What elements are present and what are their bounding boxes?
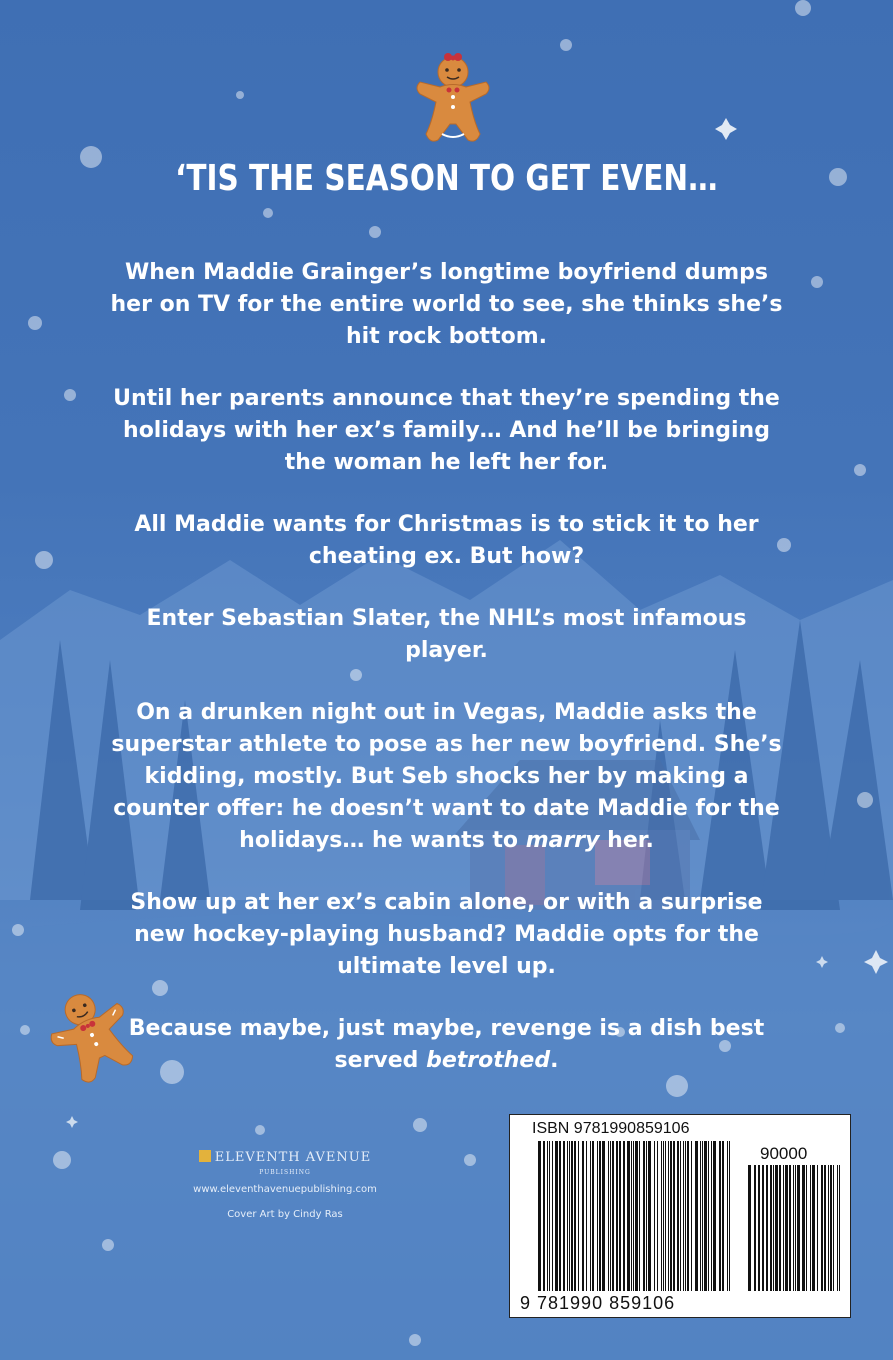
barcode-bar (719, 1141, 721, 1291)
gingerbread-girl-icon (412, 52, 494, 147)
barcode-bar (812, 1165, 815, 1291)
barcode-bar (789, 1165, 791, 1291)
barcode-bar (713, 1141, 716, 1291)
barcode-bar (828, 1165, 829, 1291)
barcode-bar (627, 1141, 630, 1291)
barcode-bar (687, 1141, 689, 1291)
blurb-p7-text: Because maybe, just maybe, revenge is a dish best served (128, 1016, 765, 1073)
barcode-bar (543, 1141, 545, 1291)
barcode-bar (708, 1141, 709, 1291)
blurb-paragraph-7 (110, 1013, 783, 1077)
isbn-label: ISBN 9781990859106 (532, 1120, 690, 1137)
barcode-bar (599, 1141, 601, 1291)
barcode-bar (806, 1165, 807, 1291)
barcode-bar (563, 1141, 565, 1291)
barcode-bar (683, 1141, 684, 1291)
blurb-p7-emphasis: betrothed (426, 1048, 551, 1073)
barcode-bar (670, 1141, 672, 1291)
barcode-bar (663, 1141, 664, 1291)
barcode-bar (673, 1141, 675, 1291)
barcode-bar (783, 1165, 784, 1291)
barcode-bar (547, 1141, 548, 1291)
blurb-paragraph-1: When Maddie Grainger’s longtime boyfriend dumps her on TV for the entire world to see, she thinks she’s hit rock bottom. (110, 260, 783, 349)
barcode-bar (623, 1141, 625, 1291)
barcode-bar (727, 1141, 728, 1291)
blurb-paragraph-4: Enter Sebastian Slater, the NHL’s most infamous player. (146, 606, 747, 663)
barcode-bar (574, 1141, 576, 1291)
barcode-bar (677, 1141, 679, 1291)
barcode-bar (779, 1165, 781, 1291)
barcode-bar (631, 1141, 632, 1291)
barcode-bar (538, 1141, 541, 1291)
headline: ‘TIS THE SEASON TO GET EVEN… (175, 158, 718, 199)
barcode-bar (773, 1165, 774, 1291)
barcode-bar (722, 1141, 724, 1291)
barcode-bar (578, 1141, 579, 1291)
barcode-bar (616, 1141, 618, 1291)
barcode-bar (795, 1165, 796, 1291)
barcode-bar (833, 1165, 834, 1291)
barcode-bar (711, 1141, 712, 1291)
barcode-bar (549, 1141, 550, 1291)
barcode-bar (700, 1141, 701, 1291)
barcode-bar (775, 1165, 778, 1291)
barcode-bar (646, 1141, 647, 1291)
barcode-bar (602, 1141, 605, 1291)
barcode-bar (552, 1141, 553, 1291)
blurb-paragraph-3: All Maddie wants for Christmas is to stick it to her cheating ex. But how? (134, 512, 759, 569)
barcode-bar (797, 1165, 800, 1291)
barcode-bar (559, 1141, 561, 1291)
blurb-paragraph-2: Until her parents announce that they’re spending the holidays with her ex’s family… And he’ll be bringing the woman he left her for. (113, 386, 780, 475)
barcode-bar (643, 1141, 645, 1291)
blurb (110, 257, 783, 1107)
barcode-bar (665, 1141, 666, 1291)
barcode-bar (635, 1141, 638, 1291)
publisher-block (175, 1150, 395, 1220)
barcode-bar (586, 1141, 587, 1291)
barcode-bar (612, 1141, 614, 1291)
barcode-bar (648, 1141, 651, 1291)
barcode-bar (657, 1141, 658, 1291)
barcode-bar (810, 1165, 811, 1291)
barcode-bar (758, 1165, 760, 1291)
blurb-p5-text: On a drunken night out in Vegas, Maddie asks the superstar athlete to pose as her new boyfriend. She’s kidding, mostly. But Seb shocks her by making a counter offer: he doesn’t want to date Maddie for the holidays… he wants to (111, 700, 782, 853)
barcode-bar (569, 1141, 570, 1291)
barcode-bar (762, 1165, 764, 1291)
blurb-paragraph-5 (110, 697, 783, 857)
price-code: 90000 (760, 1144, 808, 1163)
publisher-logo-icon (199, 1150, 211, 1162)
barcode-bar (680, 1141, 681, 1291)
barcode-bar (590, 1141, 591, 1291)
barcode-bar (661, 1141, 662, 1291)
barcode-bar (619, 1141, 621, 1291)
barcode-bar (582, 1141, 584, 1291)
blurb-p5-emphasis: marry (525, 828, 600, 853)
barcode-bar (821, 1165, 823, 1291)
barcode-bar (571, 1141, 573, 1291)
barcode-bar (691, 1141, 692, 1291)
blurb-p7-end: . (550, 1048, 559, 1073)
publisher-name (175, 1150, 395, 1165)
barcode-bar (639, 1141, 640, 1291)
barcode-bar (685, 1141, 686, 1291)
blurb-paragraph-6: Show up at her ex’s cabin alone, or with a surprise new hockey-playing husband? Maddie opts for the ultimate level up. (130, 890, 763, 979)
barcode-bar (654, 1141, 655, 1291)
barcode-bar (729, 1141, 730, 1291)
barcode-bar (597, 1141, 598, 1291)
barcode-bar (754, 1165, 756, 1291)
barcode-bar (837, 1165, 838, 1291)
barcode-bar (567, 1141, 568, 1291)
barcode-bar (766, 1165, 768, 1291)
barcode-bar (748, 1165, 751, 1291)
barcode-bar (770, 1165, 772, 1291)
barcode-bar (610, 1141, 611, 1291)
barcode-bar (695, 1141, 698, 1291)
barcode-bar (668, 1141, 669, 1291)
barcode-bar (702, 1141, 703, 1291)
publisher-subtitle: PUBLISHING (259, 1169, 311, 1176)
barcode-bar (592, 1141, 594, 1291)
barcode-bar (839, 1165, 840, 1291)
barcode-bar (555, 1141, 558, 1291)
publisher-name-text: ELEVENTH AVENUE (214, 1150, 372, 1165)
barcode-bar (802, 1165, 805, 1291)
barcode-bar (785, 1165, 788, 1291)
barcode-digits: 9 781990 859106 (520, 1293, 676, 1313)
barcode-bar (830, 1165, 832, 1291)
barcode-bar (817, 1165, 818, 1291)
barcode-bar (793, 1165, 794, 1291)
publisher-url: www.eleventhavenuepublishing.com (193, 1184, 377, 1195)
blurb-p5-end: her. (599, 828, 654, 853)
barcode-bar (633, 1141, 634, 1291)
barcode-bar (608, 1141, 609, 1291)
barcode-bar (704, 1141, 707, 1291)
barcode-bar (824, 1165, 826, 1291)
isbn-barcode (509, 1114, 851, 1318)
cover-art-credit: Cover Art by Cindy Ras (227, 1209, 343, 1220)
